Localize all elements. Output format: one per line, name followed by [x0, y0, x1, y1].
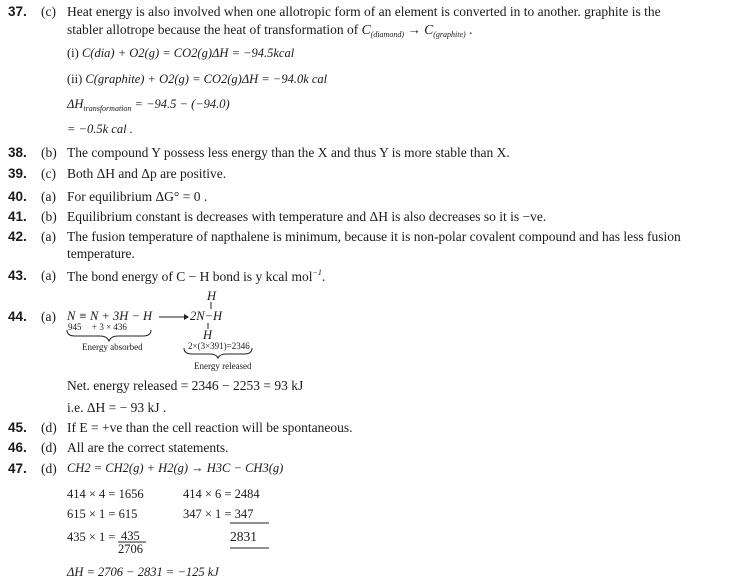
question-number: 41.: [8, 209, 27, 224]
equation: $\Delta H_{transformation} = -94.5 - (-94.0)$: [67, 97, 230, 113]
explanation-text: The bond energy of C − H bond is y kcal mol$^{-1}$.: [67, 268, 326, 284]
answer-option: (b): [41, 145, 57, 160]
explanation-text: If E = +ve than the cell reaction will be spontaneous.: [67, 420, 353, 435]
explanation-text: The fusion temperature of napthalene is minimum, because it is non-polar covalent compound and has less fusion: [67, 229, 681, 244]
answer-option: (d): [41, 420, 57, 435]
question-number: 37.: [8, 4, 27, 19]
explanation-text: All are the correct statements.: [67, 440, 229, 455]
calc-left: 435 × 1 =: [67, 530, 116, 544]
equation: (ii) C(graphite) + O2(g) = CO2(g)ΔH = −94.0k cal: [67, 72, 328, 86]
reaction-rhs: 2N−H: [190, 309, 223, 323]
calc-left-value: 435: [121, 529, 140, 543]
calc-left-total: 2706: [118, 542, 143, 556]
explanation-text: Heat energy is also involved when one allotropic form of an element is converted in to another. graphite is the: [67, 4, 661, 19]
answer-option: (a): [41, 309, 56, 324]
reaction-lhs: N ≡ N + 3H − H: [67, 309, 153, 323]
question-number: 46.: [8, 440, 27, 455]
bond-value: 2×(3×391)=2346: [188, 341, 250, 351]
equation: (i) C(dia) + O2(g) = CO2(g)ΔH = −94.5kcal: [67, 46, 295, 60]
question-number: 44.: [8, 309, 27, 324]
question-number: 42.: [8, 229, 27, 244]
question-number: 40.: [8, 189, 27, 204]
question-number: 39.: [8, 166, 27, 181]
energy-released-label: Energy released: [194, 361, 252, 371]
question-number: 45.: [8, 420, 27, 435]
calc-right-total: 2831: [230, 529, 257, 544]
answer-option: (c): [41, 166, 56, 181]
answer-option: (c): [41, 4, 56, 19]
explanation-text: stabler allotrope because the heat of transformation of $C_{(diamond)} \to C_{(graphite)}$ .: [67, 22, 473, 39]
bond-value: + 3 × 436: [92, 322, 127, 332]
answer-option: (b): [41, 209, 57, 224]
explanation-text: Equilibrium constant is decreases with temperature and ΔH is also decreases so it is −ve.: [67, 209, 547, 224]
reaction-equation: CH2 = CH2(g) + H2(g) → H3C − CH3(g): [67, 461, 284, 475]
calc-left: 414 × 4 = 1656: [67, 487, 144, 501]
calc-left: 615 × 1 = 615: [67, 507, 138, 521]
hydrogen-top: H: [207, 289, 217, 303]
answer-option: (d): [41, 461, 57, 476]
calc-right: 414 × 6 = 2484: [183, 487, 260, 501]
delta-h-result: i.e. ΔH = − 93 kJ .: [67, 400, 167, 415]
explanation-text: Both ΔH and Δp are positive.: [67, 166, 227, 181]
equation: = −0.5k cal .: [67, 122, 133, 136]
explanation-text: For equilibrium ΔG° = 0 .: [67, 189, 208, 204]
net-energy: Net. energy released = 2346 − 2253 = 93 kJ: [67, 378, 304, 393]
question-number: 47.: [8, 461, 27, 476]
energy-absorbed-label: Energy absorbed: [82, 342, 143, 352]
explanation-text: The compound Y possess less energy than the X and thus Y is more stable than X.: [67, 145, 510, 160]
final-result: ΔH = 2706 − 2831 = −125 kJ: [67, 565, 219, 579]
question-number: 38.: [8, 145, 27, 160]
answer-option: (a): [41, 268, 56, 283]
answer-option: (a): [41, 229, 56, 244]
calc-right: 347 × 1 = 347: [183, 507, 254, 521]
question-number: 43.: [8, 268, 27, 283]
answer-option: (a): [41, 189, 56, 204]
explanation-text: temperature.: [67, 246, 135, 261]
hydrogen-bottom: H: [203, 328, 213, 342]
bond-value: 945: [68, 322, 82, 332]
answer-option: (d): [41, 440, 57, 455]
